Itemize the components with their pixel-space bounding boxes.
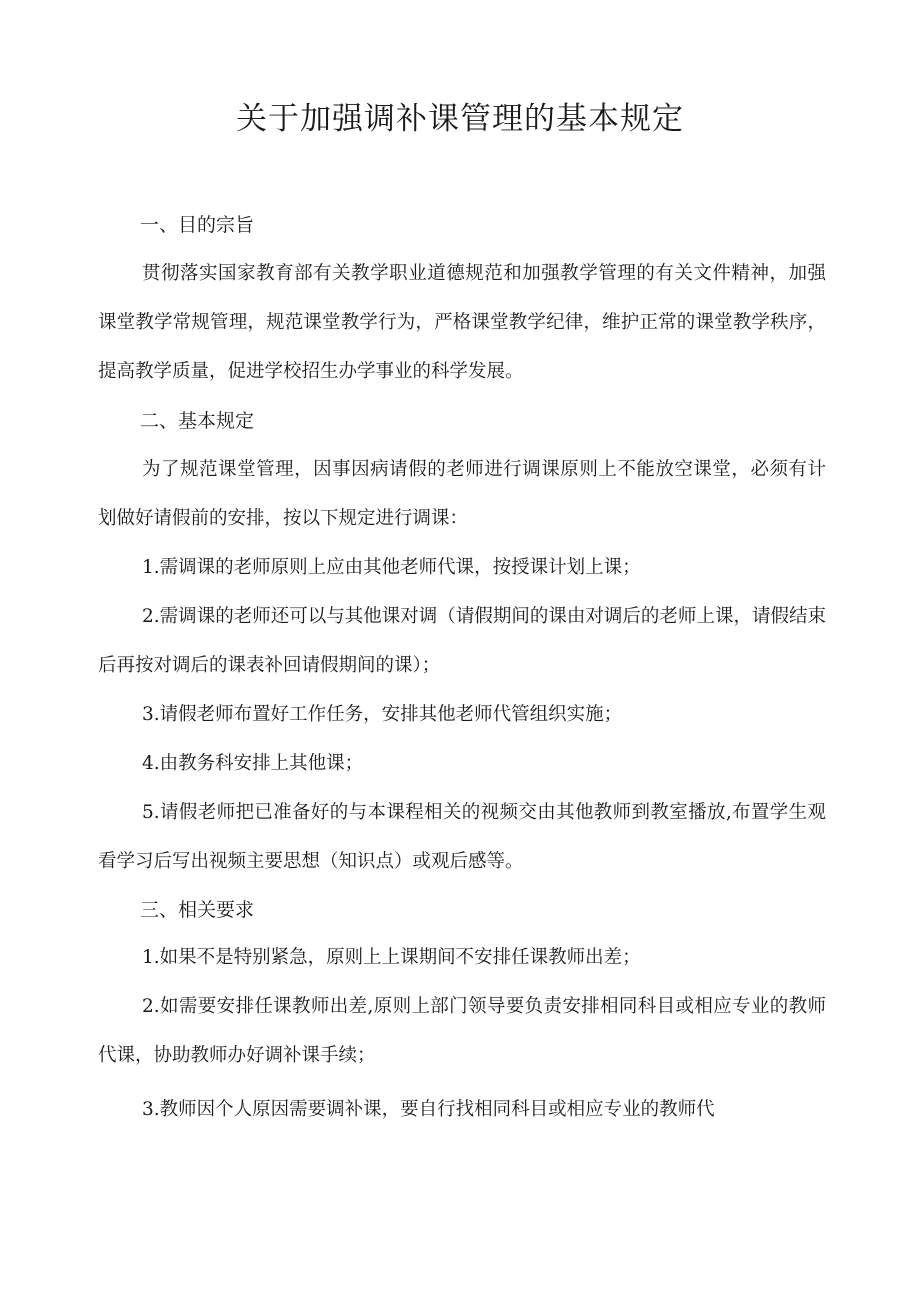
rule-item-text: .由教务科安排上其他课； (153, 753, 364, 774)
rule-item (98, 592, 826, 690)
section-heading-requirements: 三、相关要求 (140, 899, 255, 921)
requirement-item-number: 1 (142, 947, 154, 968)
document-title: 关于加强调补课管理的基本规定 (236, 101, 684, 137)
rule-item-number: 3 (142, 704, 154, 725)
rule-item-text: .请假老师布置好工作任务，安排其他老师代管组织实施； (153, 704, 623, 725)
rule-item-text: .需调课的老师还可以与其他课对调（请假期间的课由对调后的老师上课，请假结束后再按对调后的课表补回请假期间的课）； (98, 606, 826, 676)
rule-item-text: .请假老师把已准备好的与本课程相关的视频交由其他教师到教室播放,布置学生观看学习后写出视频主要思想（知识点）或观后感等。 (98, 802, 826, 872)
rule-item-number: 5 (142, 802, 154, 823)
section-heading-purpose: 一、目的宗旨 (140, 214, 255, 236)
rule-item-number: 1 (142, 557, 154, 578)
requirement-item-text: .如需要安排任课教师出差,原则上部门领导要负责安排相同科目或相应专业的教师代课，协助教师办好调补课手续； (98, 996, 826, 1066)
requirement-item-text: .教师因个人原因需要调补课，要自行找相同科目或相应专业的教师代 (153, 1099, 715, 1120)
rule-item (98, 543, 826, 592)
requirement-item (98, 1085, 826, 1134)
section-paragraph-rules-intro: 为了规范课堂管理，因事因病请假的老师进行调课原则上不能放空课堂，必须有计划做好请假前的安排，按以下规定进行调课： (98, 459, 826, 529)
rule-item (98, 739, 826, 788)
requirement-item-number: 2 (142, 996, 154, 1017)
requirement-item-text: .如果不是特别紧急，原则上上课期间不安排任课教师出差； (153, 947, 641, 968)
rule-item (98, 690, 826, 739)
section-paragraph-purpose: 贯彻落实国家教育部有关教学职业道德规范和加强教学管理的有关文件精神，加强课堂教学常规管理，规范课堂教学行为，严格课堂教学纪律，维护正常的课堂教学秩序，提高教学质量，促进学校招生办学事业的科学发展。 (98, 263, 826, 382)
requirement-item (98, 982, 826, 1080)
rule-item (98, 788, 826, 886)
rule-item-number: 4 (142, 753, 154, 774)
rule-item-text: .需调课的老师原则上应由其他老师代课，按授课计划上课； (153, 557, 641, 578)
requirement-item-number: 3 (142, 1099, 154, 1120)
rule-item-number: 2 (142, 606, 154, 627)
section-heading-rules: 二、基本规定 (140, 410, 255, 432)
requirement-item (98, 933, 826, 982)
